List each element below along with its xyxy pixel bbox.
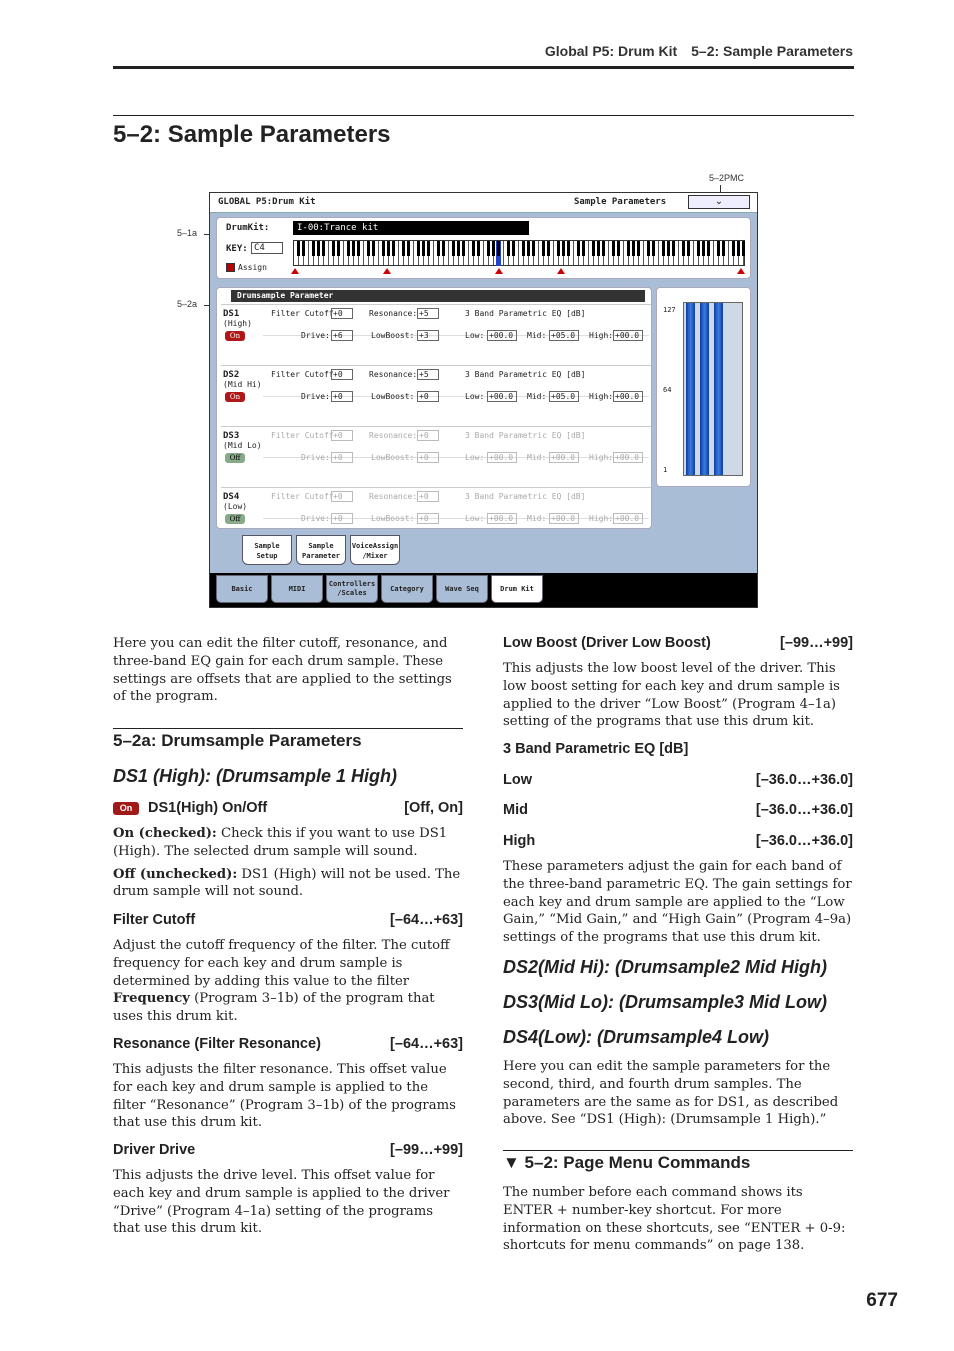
ds-off-button[interactable]: Off — [225, 514, 245, 524]
ds-row — [221, 426, 651, 484]
drive-field[interactable]: +0 — [331, 452, 353, 463]
black-key — [682, 241, 685, 256]
cutoff-label: Filter Cutoff — [271, 492, 334, 501]
mid-label: Mid: — [527, 453, 547, 462]
key-field[interactable]: C4 — [251, 242, 283, 254]
low-field[interactable]: +00.0 — [487, 452, 517, 463]
screen-title-bar — [210, 193, 757, 213]
black-key — [407, 241, 410, 256]
high-field[interactable]: +00.0 — [613, 330, 643, 341]
page-number: 677 — [866, 1290, 898, 1311]
black-key — [322, 241, 325, 256]
callout-pmc: 5–2PMC — [709, 173, 745, 183]
eq-high-heading — [503, 833, 853, 849]
black-key — [557, 241, 560, 256]
resonance-field[interactable]: +5 — [417, 369, 439, 380]
assign-label: Assign — [238, 263, 267, 272]
tab-voiceassign-mixer[interactable]: VoiceAssign /Mixer — [350, 535, 400, 565]
high-field[interactable]: +00.0 — [613, 513, 643, 524]
low-field[interactable]: +00.0 — [487, 391, 517, 402]
cutoff-field[interactable]: +0 — [331, 369, 353, 380]
upper-tabs — [216, 535, 752, 569]
eq-description — [503, 858, 853, 947]
on-button-icon: On — [113, 802, 139, 815]
eq-text: These parameters adjust the gain for each band of the three-band parametric EQ. The gain settings for each key and drum sample are applied to the “Low Gain,” “Mid Gain,” and “High Gain” (Program 4–9a) settings of the programs that use this drum kit. — [503, 859, 852, 946]
ds2-heading: DS2(Mid Hi): (Drumsample2 Mid High) — [503, 957, 828, 977]
keyboard[interactable] — [293, 240, 745, 266]
ds4-heading: DS4(Low): (Drumsample4 Low) — [503, 1027, 770, 1047]
black-key — [547, 241, 550, 256]
meter-label-top: 127 — [663, 306, 676, 314]
black-key — [422, 241, 425, 256]
drive-field[interactable]: +0 — [331, 513, 353, 524]
ds-name: DS2 (Mid Hi) — [223, 370, 262, 389]
black-key — [317, 241, 320, 256]
tab-basic[interactable]: Basic — [216, 575, 268, 603]
eq-high-range: [–36.0…+36.0] — [755, 833, 853, 849]
black-key — [312, 241, 315, 256]
eq-mid-label: Mid — [503, 802, 528, 818]
cutoff-label: Filter Cutoff — [271, 370, 334, 379]
black-key — [602, 241, 605, 256]
range-marker-icon — [557, 268, 565, 274]
lowboost-param-heading — [503, 635, 853, 651]
off-unchecked-text: Off (unchecked): DS1 (High) will not be used. The drum sample will not sound. — [113, 866, 461, 900]
eq-mid-heading — [503, 802, 853, 818]
black-key — [332, 241, 335, 256]
page-menu-heading: ▼ 5–2: Page Menu Commands — [503, 1153, 751, 1172]
mid-field[interactable]: +00.0 — [549, 452, 579, 463]
black-key — [732, 241, 735, 256]
callout-5-1a: 5–1a — [177, 228, 198, 238]
resonance-label: Resonance: — [369, 492, 418, 501]
high-label: High: — [589, 514, 614, 523]
black-key — [477, 241, 480, 256]
black-key — [387, 241, 390, 256]
black-key — [442, 241, 445, 256]
page-title: 5–2: Sample Parameters — [113, 121, 391, 148]
drumkit-label: DrumKit: — [226, 223, 270, 233]
onoff-param-range: [Off, On] — [404, 800, 463, 816]
screen-page-name: Sample Parameters — [574, 197, 667, 207]
velocity-meter — [656, 287, 751, 487]
drive-field[interactable]: +6 — [331, 330, 353, 341]
cutoff-field[interactable]: +0 — [331, 491, 353, 502]
eq-low-label: Low — [503, 772, 532, 788]
high-field[interactable]: +00.0 — [613, 391, 643, 402]
black-key — [457, 241, 460, 256]
black-key — [632, 241, 635, 256]
ds-name: DS1 (High) — [223, 309, 252, 328]
resonance-label: Resonance: — [369, 431, 418, 440]
ds-on-button[interactable]: On — [225, 331, 245, 341]
eq-label: 3 Band Parametric EQ [dB] — [465, 492, 586, 501]
callout-5-2a: 5–2a — [177, 299, 198, 309]
ds-description — [503, 1058, 853, 1129]
black-key — [507, 241, 510, 256]
tab-midi[interactable]: MIDI — [271, 575, 323, 603]
black-key — [637, 241, 640, 256]
black-key — [697, 241, 700, 256]
tab-sample-setup[interactable]: Sample Setup — [242, 535, 292, 565]
mid-label: Mid: — [527, 514, 547, 523]
tab-drum-kit[interactable]: Drum Kit — [491, 575, 543, 603]
lowboost-field[interactable]: +0 — [417, 452, 439, 463]
eq-low-heading — [503, 772, 853, 788]
black-key — [687, 241, 690, 256]
resonance-label: Resonance: — [369, 309, 418, 318]
meter-label-bottom: 1 — [663, 466, 668, 474]
black-key — [347, 241, 350, 256]
black-key — [527, 241, 530, 256]
drumsample-panel-title: Drumsample Parameter — [231, 290, 645, 302]
range-marker-icon — [291, 268, 299, 274]
black-key — [592, 241, 595, 256]
ds-text: Here you can edit the sample parameters for the second, third, and fourth drum samples. The parameters are the same as for DS1, as described above. See “DS1 (High): (Drumsample 1 High).” — [503, 1059, 839, 1128]
lowboost-text: This adjusts the low boost level of the driver. This low boost setting for each key and drum sample is applied to the driver “Low Boost” (Program 4–1a) setting of the programs that use this drum kit. — [503, 661, 840, 730]
high-label: High: — [589, 331, 614, 340]
black-key — [582, 241, 585, 256]
resonance-label: Resonance: — [369, 370, 418, 379]
page-menu-button[interactable]: ⌄ — [688, 195, 750, 209]
ds-on-button[interactable]: On — [225, 392, 245, 402]
black-key — [452, 241, 455, 256]
black-key — [302, 241, 305, 256]
section-rule — [113, 728, 463, 729]
black-key — [562, 241, 565, 256]
drive-param-range: [–99…+99] — [390, 1142, 463, 1158]
meter-bars — [683, 302, 743, 476]
black-key — [297, 241, 300, 256]
black-key — [617, 241, 620, 256]
tab-controllers-scales[interactable]: Controllers /Scales — [326, 575, 378, 603]
low-label: Low: — [465, 392, 485, 401]
drive-field[interactable]: +0 — [331, 391, 353, 402]
black-key — [512, 241, 515, 256]
black-key — [542, 241, 545, 256]
black-key — [357, 241, 360, 256]
mid-label: Mid: — [527, 392, 547, 401]
mid-field[interactable]: +05.0 — [549, 391, 579, 402]
black-key — [737, 241, 740, 256]
eq-label: 3 Band Parametric EQ [dB] — [465, 370, 586, 379]
black-key — [427, 241, 430, 256]
low-field[interactable]: +00.0 — [487, 330, 517, 341]
checkbox-icon — [226, 263, 235, 272]
black-key — [337, 241, 340, 256]
drive-param-heading — [113, 1142, 463, 1158]
black-key — [472, 241, 475, 256]
ds1-heading: DS1 (High): (Drumsample 1 High) — [113, 766, 398, 786]
black-key — [612, 241, 615, 256]
resonance-field[interactable]: +0 — [417, 430, 439, 441]
lowboost-label: LowBoost: — [371, 453, 415, 462]
eq-heading-label: 3 Band Parametric EQ [dB] — [503, 741, 689, 757]
lowboost-field[interactable]: +0 — [417, 391, 439, 402]
lowboost-param-label: Low Boost (Driver Low Boost) — [503, 635, 711, 651]
black-key — [672, 241, 675, 256]
drive-label: Drive: — [301, 514, 330, 523]
black-key — [367, 241, 370, 256]
lowboost-label: LowBoost: — [371, 331, 415, 340]
eq-high-label: High — [503, 833, 536, 849]
page-menu-text: The number before each command shows its ENTER + number-key shortcut. For more information on these shortcuts, see “ENTER + 0-9: shortcuts for menu commands” on page 138. — [503, 1185, 846, 1254]
running-header-section: Global P5: Drum Kit — [544, 43, 678, 59]
black-key — [702, 241, 705, 256]
black-key — [567, 241, 570, 256]
high-label: High: — [589, 392, 614, 401]
black-key — [652, 241, 655, 256]
eq-label: 3 Band Parametric EQ [dB] — [465, 431, 586, 440]
drive-label: Drive: — [301, 392, 330, 401]
cutoff-label: Filter Cutoff — [271, 309, 334, 318]
cutoff-text: Adjust the cutoff frequency of the filter. The cutoff frequency for each key and drum sample is determined by adding this value to the filter Frequency (Program 3–1b) of the program that uses this drum kit. — [113, 938, 450, 1025]
resonance-param-label: Resonance (Filter Resonance) — [113, 1036, 321, 1052]
cutoff-param-heading — [113, 912, 463, 928]
black-key — [487, 241, 490, 256]
range-marker-icon — [737, 268, 745, 274]
eq-low-range: [–36.0…+36.0] — [755, 772, 853, 788]
on-checked-text: On (checked): Check this if you want to use DS1 (High). The selected drum sample will sound. — [113, 826, 448, 859]
resonance-description — [113, 1061, 463, 1132]
header-rule — [113, 66, 854, 69]
tab-wave-seq[interactable]: Wave Seq — [436, 575, 488, 603]
resonance-param-heading — [113, 1036, 463, 1052]
meter-bar-ds3 — [714, 303, 723, 475]
black-key — [742, 241, 745, 256]
section-rule — [503, 1150, 853, 1151]
drive-text: This adjusts the drive level. This offset value for each key and drum sample is applied to the driver “Drive” (Program 4–1a) setting of the programs that use this drum kit. — [113, 1168, 450, 1237]
page-menu-description — [503, 1184, 853, 1255]
drive-label: Drive: — [301, 331, 330, 340]
low-field[interactable]: +00.0 — [487, 513, 517, 524]
black-key — [382, 241, 385, 256]
mid-field[interactable]: +05.0 — [549, 330, 579, 341]
drumkit-box — [216, 217, 751, 279]
drive-label: Drive: — [301, 453, 330, 462]
eq-mid-range: [–36.0…+36.0] — [755, 802, 853, 818]
black-key — [647, 241, 650, 256]
assign-checkbox[interactable] — [226, 263, 267, 272]
meter-label-mid: 64 — [663, 386, 672, 394]
cutoff-description — [113, 937, 463, 1026]
lowboost-label: LowBoost: — [371, 392, 415, 401]
cutoff-label: Filter Cutoff — [271, 431, 334, 440]
resonance-param-range: [–64…+63] — [390, 1036, 463, 1052]
ds-row — [221, 304, 651, 362]
mid-field[interactable]: +00.0 — [549, 513, 579, 524]
meter-bar-ds1 — [686, 303, 695, 475]
high-label: High: — [589, 453, 614, 462]
cutoff-field[interactable]: +0 — [331, 308, 353, 319]
running-header — [531, 43, 853, 59]
resonance-field[interactable]: +0 — [417, 491, 439, 502]
ds-name: DS4 (Low) — [223, 492, 248, 511]
black-key — [627, 241, 630, 256]
lcd-screenshot — [209, 192, 758, 608]
onoff-param-label: On DS1(High) On/Off — [113, 800, 267, 816]
black-key — [717, 241, 720, 256]
drive-description — [113, 1167, 463, 1238]
drive-param-label: Driver Drive — [113, 1142, 196, 1158]
eq-label: 3 Band Parametric EQ [dB] — [465, 309, 586, 318]
ds-off-button[interactable]: Off — [225, 453, 245, 463]
lowboost-field[interactable]: +3 — [417, 330, 439, 341]
title-rule — [113, 115, 854, 116]
running-header-page: 5–2: Sample Parameters — [691, 43, 853, 59]
black-key — [667, 241, 670, 256]
onoff-param-heading — [113, 800, 463, 816]
drumkit-select[interactable]: I-00:Trance kit — [293, 221, 529, 235]
lower-tabs — [210, 573, 757, 607]
black-key — [462, 241, 465, 256]
eq-heading — [503, 741, 853, 757]
black-key — [522, 241, 525, 256]
ds-row — [221, 487, 651, 527]
meter-bar-ds2 — [700, 303, 709, 475]
ds-row — [221, 365, 651, 423]
range-marker-icon — [383, 268, 391, 274]
ds3-heading: DS3(Mid Lo): (Drumsample3 Mid Low) — [503, 992, 827, 1012]
section-heading-2a: 5–2a: Drumsample Parameters — [113, 731, 362, 750]
black-key — [437, 241, 440, 256]
high-field[interactable]: +00.0 — [613, 452, 643, 463]
drumsample-panel — [216, 287, 652, 529]
black-key — [707, 241, 710, 256]
black-key — [532, 241, 535, 256]
black-key — [597, 241, 600, 256]
screen-title: GLOBAL P5:Drum Kit — [218, 197, 316, 207]
cutoff-param-label: Filter Cutoff — [113, 912, 196, 928]
tab-sample-parameter[interactable]: Sample Parameter — [296, 535, 346, 565]
resonance-text: This adjusts the filter resonance. This offset value for each key and drum sample is applied to the filter “Resonance” (Program 3–1b) of the programs that use this drum kit. — [113, 1062, 456, 1131]
resonance-field[interactable]: +5 — [417, 308, 439, 319]
black-key — [497, 241, 500, 256]
cutoff-param-range: [–64…+63] — [390, 912, 463, 928]
black-key — [662, 241, 665, 256]
lowboost-field[interactable]: +0 — [417, 513, 439, 524]
cutoff-field[interactable]: +0 — [331, 430, 353, 441]
low-label: Low: — [465, 453, 485, 462]
black-key — [372, 241, 375, 256]
black-key — [417, 241, 420, 256]
lowboost-param-range: [–99…+99] — [780, 635, 853, 651]
range-marker-icon — [495, 268, 503, 274]
black-key — [352, 241, 355, 256]
black-key — [577, 241, 580, 256]
black-key — [392, 241, 395, 256]
intro-paragraph: Here you can edit the filter cutoff, resonance, and three-band EQ gain for each drum sample. These settings are offsets that are applied to the settings of the program. — [113, 636, 452, 705]
lowboost-label: LowBoost: — [371, 514, 415, 523]
lowboost-description — [503, 660, 853, 731]
low-label: Low: — [465, 514, 485, 523]
left-column — [113, 635, 463, 706]
ds-name: DS3 (Mid Lo) — [223, 431, 262, 450]
black-key — [722, 241, 725, 256]
key-label: KEY: — [226, 244, 248, 254]
black-key — [402, 241, 405, 256]
mid-label: Mid: — [527, 331, 547, 340]
black-key — [492, 241, 495, 256]
onoff-description — [113, 825, 463, 901]
low-label: Low: — [465, 331, 485, 340]
tab-category[interactable]: Category — [381, 575, 433, 603]
